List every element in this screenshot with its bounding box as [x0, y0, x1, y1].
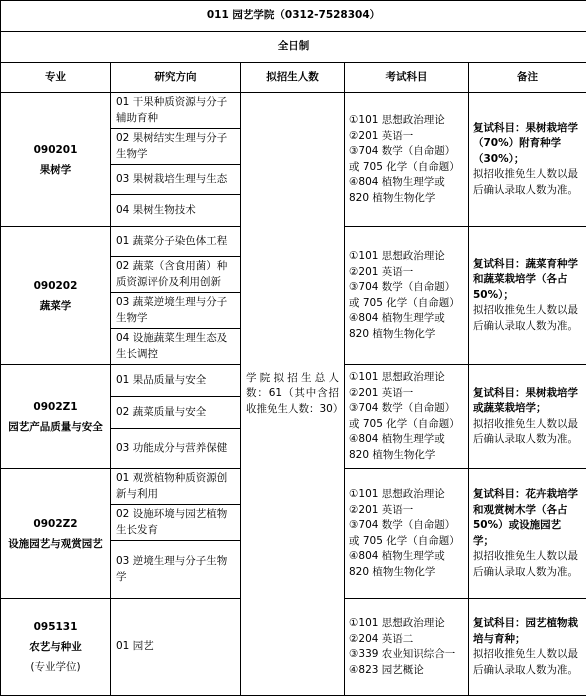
- major-name: 设施园艺与观赏园艺: [5, 534, 106, 554]
- direction-cell: 03 逆境生理与分子生物学: [111, 541, 241, 599]
- direction-cell: 02 果树结实生理与分子生物学: [111, 129, 241, 165]
- exam-cell: ①101 思想政治理论 ②201 英语一 ③704 数学（自命题）或 705 化学（自命题） ④804 植物生理学或 820 植物生物化学: [345, 227, 469, 365]
- remark-text: 拟招收推免生人数以最后确认录取人数为准。: [473, 417, 582, 448]
- col-header-major: 专业: [1, 63, 111, 93]
- college-title: 011 园艺学院（0312-7528304）: [1, 1, 586, 32]
- col-header-remark: 备注: [469, 63, 586, 93]
- direction-cell: 02 蔬菜质量与安全: [111, 397, 241, 429]
- remark-text: 拟招收推免生人数以最后确认录取人数为准。: [473, 303, 582, 334]
- major-name: 农艺与种业: [5, 637, 106, 657]
- retest-subjects: 复试科目：蔬菜育种学和蔬菜栽培学（各占 50%）；: [473, 257, 582, 304]
- exam-cell: ①101 思想政治理论 ②201 英语一 ③704 数学（自命题）或 705 化学（自命题） ④804 植物生理学或 820 植物生物化学: [345, 93, 469, 227]
- col-header-direction: 研究方向: [111, 63, 241, 93]
- major-cell: [1, 469, 111, 599]
- major-code: 0902Z1: [5, 397, 106, 417]
- study-mode-row: [1, 32, 586, 63]
- direction-cell: 02 设施环境与园艺植物生长发育: [111, 505, 241, 541]
- direction-cell: 04 果树生物技术: [111, 195, 241, 227]
- college-title-row: [1, 1, 586, 32]
- remark-cell: [469, 93, 586, 227]
- remark-text: 拟招收推免生人数以最后确认录取人数为准。: [473, 549, 582, 580]
- direction-cell: 03 蔬菜逆境生理与分子生物学: [111, 293, 241, 329]
- major-code: 095131: [5, 617, 106, 637]
- remark-cell: [469, 227, 586, 365]
- major-cell: [1, 227, 111, 365]
- direction-cell: 01 干果种质资源与分子辅助育种: [111, 93, 241, 129]
- major-code: 090201: [5, 140, 106, 160]
- col-header-enrollment: 拟招生人数: [241, 63, 345, 93]
- major-name: 果树学: [5, 160, 106, 180]
- major-cell: [1, 93, 111, 227]
- enrollment-cell: 学院拟招生总人数：61（其中含招收推免生人数：30）: [241, 93, 345, 696]
- direction-cell: 02 蔬菜（含食用菌）种质资源评价及利用创新: [111, 257, 241, 293]
- major-code: 0902Z2: [5, 514, 106, 534]
- remark-cell: [469, 599, 586, 696]
- major-name: 园艺产品质量与安全: [5, 417, 106, 437]
- retest-subjects: 复试科目：果树栽培学（70%）附育种学（30%）；: [473, 121, 582, 168]
- table-row: [1, 93, 586, 129]
- exam-cell: ①101 思想政治理论 ②201 英语一 ③704 数学（自命题）或 705 化学（自命题） ④804 植物生理学或 820 植物生物化学: [345, 365, 469, 469]
- major-name: 蔬菜学: [5, 296, 106, 316]
- col-header-exam: 考试科目: [345, 63, 469, 93]
- direction-cell: 01 果品质量与安全: [111, 365, 241, 397]
- direction-cell: 04 设施蔬菜生理生态及生长调控: [111, 329, 241, 365]
- remark-cell: [469, 469, 586, 599]
- direction-cell: 03 果树栽培生理与生态: [111, 165, 241, 195]
- major-cell: [1, 599, 111, 696]
- direction-cell: 01 蔬菜分子染色体工程: [111, 227, 241, 257]
- retest-subjects: 复试科目：园艺植物栽培与育种；: [473, 616, 582, 647]
- direction-cell: 01 观赏植物种质资源创新与利用: [111, 469, 241, 505]
- direction-cell: 01 园艺: [111, 599, 241, 696]
- column-header-row: [1, 63, 586, 93]
- remark-text: 拟招收推免生人数以最后确认录取人数为准。: [473, 647, 582, 678]
- retest-subjects: 复试科目：果树栽培学或蔬菜栽培学；: [473, 386, 582, 417]
- retest-subjects: 复试科目：花卉栽培学和观赏树木学（各占 50%）或设施园艺学；: [473, 487, 582, 549]
- study-mode: 全日制: [1, 32, 586, 63]
- exam-cell: ①101 思想政治理论 ②204 英语二 ③339 农业知识综合一 ④823 园艺概论: [345, 599, 469, 696]
- major-code: 090202: [5, 276, 106, 296]
- remark-cell: [469, 365, 586, 469]
- direction-cell: 03 功能成分与营养保健: [111, 429, 241, 469]
- exam-cell: ①101 思想政治理论 ②201 英语一 ③704 数学（自命题）或 705 化学（自命题） ④804 植物生理学或 820 植物生物化学: [345, 469, 469, 599]
- remark-text: 拟招收推免生人数以最后确认录取人数为准。: [473, 167, 582, 198]
- major-degree-tag: (专业学位): [5, 657, 106, 677]
- major-cell: [1, 365, 111, 469]
